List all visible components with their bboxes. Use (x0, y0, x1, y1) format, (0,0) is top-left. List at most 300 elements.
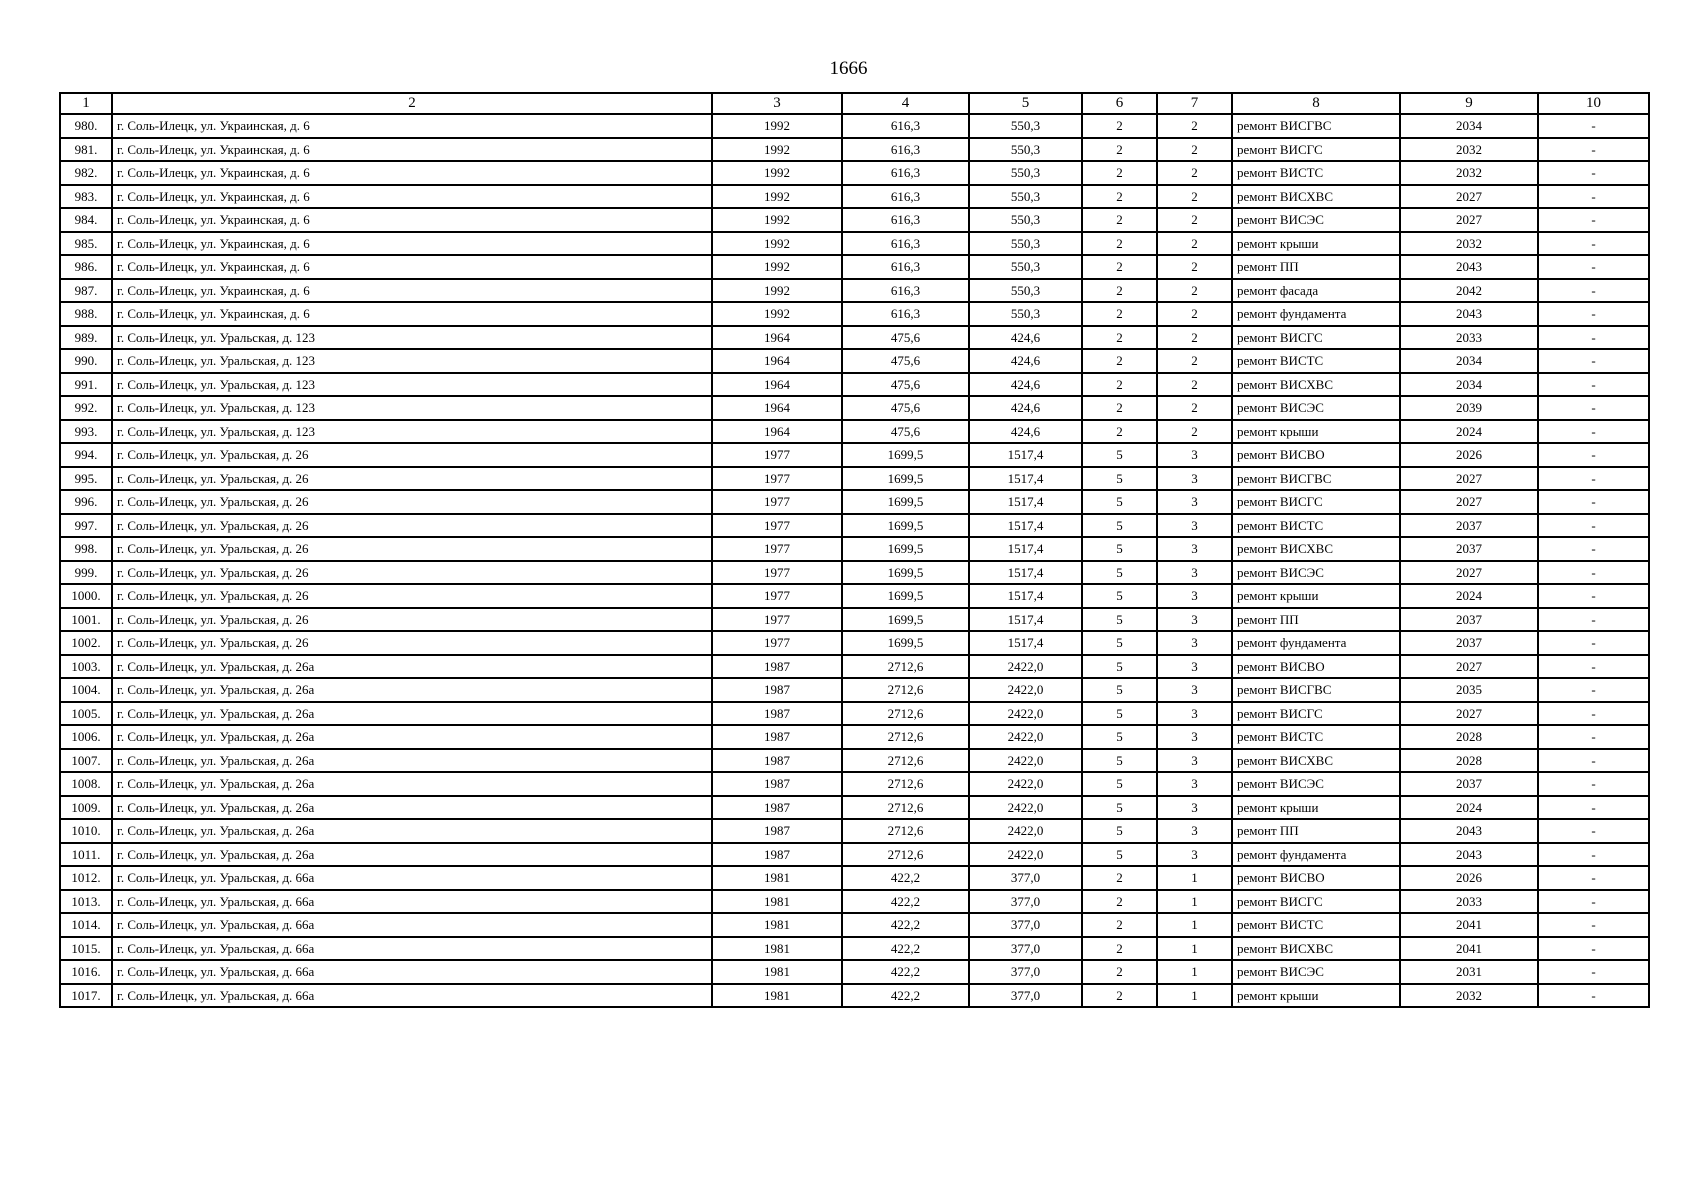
table-row (60, 984, 1649, 1008)
cell-row-number: 1008. (60, 772, 112, 796)
cell-entrances: 3 (1157, 443, 1232, 467)
cell-address: г. Соль-Илецк, ул. Уральская, д. 66а (112, 890, 712, 914)
column-header-4: 4 (842, 93, 969, 114)
cell-total-area: 1699,5 (842, 443, 969, 467)
cell-note: - (1538, 326, 1649, 350)
table-row (60, 537, 1649, 561)
cell-floors: 2 (1082, 138, 1157, 162)
cell-entrances: 2 (1157, 373, 1232, 397)
cell-entrances: 2 (1157, 232, 1232, 256)
page-number: 1666 (829, 58, 868, 79)
cell-floors: 5 (1082, 702, 1157, 726)
cell-work-type: ремонт ВИСГС (1232, 490, 1400, 514)
cell-floors: 2 (1082, 326, 1157, 350)
cell-address: г. Соль-Илецк, ул. Уральская, д. 26 (112, 443, 712, 467)
table-row (60, 232, 1649, 256)
registry-table (59, 92, 1650, 1008)
cell-address: г. Соль-Илецк, ул. Украинская, д. 6 (112, 208, 712, 232)
cell-planned-year: 2037 (1400, 537, 1538, 561)
cell-row-number: 1001. (60, 608, 112, 632)
cell-address: г. Соль-Илецк, ул. Уральская, д. 26 (112, 584, 712, 608)
cell-floors: 2 (1082, 208, 1157, 232)
cell-address: г. Соль-Илецк, ул. Уральская, д. 26 (112, 608, 712, 632)
cell-planned-year: 2027 (1400, 655, 1538, 679)
table-row (60, 608, 1649, 632)
cell-entrances: 2 (1157, 396, 1232, 420)
cell-total-area: 2712,6 (842, 702, 969, 726)
cell-year-built: 1964 (712, 349, 842, 373)
cell-living-area: 550,3 (969, 208, 1082, 232)
cell-row-number: 1004. (60, 678, 112, 702)
cell-floors: 2 (1082, 302, 1157, 326)
cell-year-built: 1977 (712, 443, 842, 467)
cell-living-area: 1517,4 (969, 514, 1082, 538)
cell-total-area: 475,6 (842, 396, 969, 420)
cell-planned-year: 2027 (1400, 561, 1538, 585)
cell-note: - (1538, 913, 1649, 937)
cell-living-area: 550,3 (969, 232, 1082, 256)
column-header-7: 7 (1157, 93, 1232, 114)
cell-note: - (1538, 185, 1649, 209)
table-row (60, 396, 1649, 420)
cell-row-number: 999. (60, 561, 112, 585)
cell-planned-year: 2027 (1400, 185, 1538, 209)
table-body (60, 114, 1649, 1007)
cell-floors: 5 (1082, 490, 1157, 514)
cell-row-number: 985. (60, 232, 112, 256)
table-row (60, 913, 1649, 937)
cell-work-type: ремонт ВИСХВС (1232, 373, 1400, 397)
cell-planned-year: 2027 (1400, 702, 1538, 726)
column-header-8: 8 (1232, 93, 1400, 114)
cell-year-built: 1964 (712, 326, 842, 350)
cell-total-area: 1699,5 (842, 467, 969, 491)
cell-living-area: 424,6 (969, 373, 1082, 397)
cell-planned-year: 2037 (1400, 772, 1538, 796)
cell-planned-year: 2042 (1400, 279, 1538, 303)
cell-row-number: 1011. (60, 843, 112, 867)
cell-planned-year: 2034 (1400, 349, 1538, 373)
cell-planned-year: 2027 (1400, 467, 1538, 491)
cell-living-area: 2422,0 (969, 725, 1082, 749)
cell-floors: 2 (1082, 913, 1157, 937)
cell-work-type: ремонт ВИСГС (1232, 702, 1400, 726)
cell-entrances: 3 (1157, 678, 1232, 702)
cell-work-type: ремонт фундамента (1232, 302, 1400, 326)
cell-floors: 5 (1082, 467, 1157, 491)
cell-floors: 2 (1082, 349, 1157, 373)
cell-floors: 5 (1082, 655, 1157, 679)
cell-year-built: 1977 (712, 631, 842, 655)
cell-entrances: 2 (1157, 420, 1232, 444)
cell-floors: 2 (1082, 232, 1157, 256)
cell-floors: 2 (1082, 114, 1157, 138)
cell-total-area: 616,3 (842, 185, 969, 209)
cell-planned-year: 2026 (1400, 866, 1538, 890)
cell-note: - (1538, 514, 1649, 538)
cell-address: г. Соль-Илецк, ул. Уральская, д. 26 (112, 537, 712, 561)
cell-address: г. Соль-Илецк, ул. Уральская, д. 26а (112, 819, 712, 843)
cell-total-area: 475,6 (842, 349, 969, 373)
cell-work-type: ремонт ВИСЭС (1232, 772, 1400, 796)
table-row (60, 678, 1649, 702)
cell-living-area: 424,6 (969, 420, 1082, 444)
cell-work-type: ремонт крыши (1232, 232, 1400, 256)
cell-entrances: 3 (1157, 819, 1232, 843)
cell-note: - (1538, 749, 1649, 773)
cell-year-built: 1981 (712, 913, 842, 937)
cell-address: г. Соль-Илецк, ул. Уральская, д. 66а (112, 960, 712, 984)
table-row (60, 185, 1649, 209)
column-header-1: 1 (60, 93, 112, 114)
cell-living-area: 550,3 (969, 302, 1082, 326)
cell-living-area: 1517,4 (969, 608, 1082, 632)
cell-row-number: 990. (60, 349, 112, 373)
cell-work-type: ремонт ВИСТС (1232, 514, 1400, 538)
cell-living-area: 377,0 (969, 913, 1082, 937)
cell-address: г. Соль-Илецк, ул. Украинская, д. 6 (112, 138, 712, 162)
column-header-9: 9 (1400, 93, 1538, 114)
cell-total-area: 2712,6 (842, 678, 969, 702)
cell-address: г. Соль-Илецк, ул. Украинская, д. 6 (112, 114, 712, 138)
cell-total-area: 475,6 (842, 373, 969, 397)
table-row (60, 866, 1649, 890)
cell-entrances: 3 (1157, 467, 1232, 491)
cell-note: - (1538, 608, 1649, 632)
cell-year-built: 1987 (712, 655, 842, 679)
cell-note: - (1538, 396, 1649, 420)
cell-floors: 2 (1082, 161, 1157, 185)
cell-row-number: 987. (60, 279, 112, 303)
cell-address: г. Соль-Илецк, ул. Уральская, д. 66а (112, 984, 712, 1008)
cell-living-area: 2422,0 (969, 843, 1082, 867)
cell-address: г. Соль-Илецк, ул. Уральская, д. 123 (112, 349, 712, 373)
table-row (60, 208, 1649, 232)
cell-work-type: ремонт крыши (1232, 796, 1400, 820)
cell-row-number: 1013. (60, 890, 112, 914)
cell-total-area: 616,3 (842, 138, 969, 162)
cell-year-built: 1992 (712, 208, 842, 232)
cell-floors: 5 (1082, 843, 1157, 867)
cell-planned-year: 2032 (1400, 232, 1538, 256)
cell-planned-year: 2033 (1400, 890, 1538, 914)
cell-year-built: 1981 (712, 866, 842, 890)
cell-address: г. Соль-Илецк, ул. Уральская, д. 66а (112, 937, 712, 961)
cell-row-number: 996. (60, 490, 112, 514)
cell-address: г. Соль-Илецк, ул. Уральская, д. 26а (112, 749, 712, 773)
cell-address: г. Соль-Илецк, ул. Уральская, д. 26 (112, 514, 712, 538)
cell-work-type: ремонт крыши (1232, 420, 1400, 444)
cell-note: - (1538, 631, 1649, 655)
cell-note: - (1538, 420, 1649, 444)
cell-entrances: 1 (1157, 937, 1232, 961)
cell-living-area: 550,3 (969, 255, 1082, 279)
cell-address: г. Соль-Илецк, ул. Украинская, д. 6 (112, 185, 712, 209)
cell-entrances: 2 (1157, 302, 1232, 326)
cell-living-area: 550,3 (969, 185, 1082, 209)
cell-living-area: 2422,0 (969, 655, 1082, 679)
cell-living-area: 377,0 (969, 960, 1082, 984)
cell-row-number: 1017. (60, 984, 112, 1008)
cell-row-number: 980. (60, 114, 112, 138)
cell-year-built: 1981 (712, 984, 842, 1008)
cell-total-area: 422,2 (842, 984, 969, 1008)
cell-living-area: 2422,0 (969, 749, 1082, 773)
cell-address: г. Соль-Илецк, ул. Уральская, д. 26 (112, 467, 712, 491)
cell-year-built: 1992 (712, 114, 842, 138)
cell-total-area: 2712,6 (842, 796, 969, 820)
cell-work-type: ремонт ВИСТС (1232, 725, 1400, 749)
cell-total-area: 616,3 (842, 161, 969, 185)
cell-planned-year: 2043 (1400, 819, 1538, 843)
cell-address: г. Соль-Илецк, ул. Уральская, д. 26а (112, 655, 712, 679)
cell-total-area: 616,3 (842, 114, 969, 138)
cell-work-type: ремонт фундамента (1232, 843, 1400, 867)
cell-planned-year: 2028 (1400, 725, 1538, 749)
cell-floors: 5 (1082, 584, 1157, 608)
cell-total-area: 422,2 (842, 960, 969, 984)
table-row (60, 819, 1649, 843)
cell-row-number: 995. (60, 467, 112, 491)
column-header-5: 5 (969, 93, 1082, 114)
column-header-2: 2 (112, 93, 712, 114)
cell-row-number: 1009. (60, 796, 112, 820)
cell-note: - (1538, 161, 1649, 185)
cell-year-built: 1987 (712, 772, 842, 796)
cell-row-number: 982. (60, 161, 112, 185)
cell-floors: 5 (1082, 561, 1157, 585)
cell-note: - (1538, 232, 1649, 256)
cell-work-type: ремонт ПП (1232, 255, 1400, 279)
cell-address: г. Соль-Илецк, ул. Уральская, д. 66а (112, 866, 712, 890)
cell-floors: 2 (1082, 960, 1157, 984)
cell-entrances: 3 (1157, 631, 1232, 655)
cell-entrances: 3 (1157, 561, 1232, 585)
cell-entrances: 3 (1157, 490, 1232, 514)
cell-row-number: 983. (60, 185, 112, 209)
cell-living-area: 377,0 (969, 866, 1082, 890)
cell-entrances: 3 (1157, 796, 1232, 820)
cell-planned-year: 2032 (1400, 161, 1538, 185)
cell-living-area: 377,0 (969, 890, 1082, 914)
cell-work-type: ремонт ВИСХВС (1232, 185, 1400, 209)
cell-floors: 5 (1082, 819, 1157, 843)
table-row (60, 725, 1649, 749)
cell-year-built: 1981 (712, 960, 842, 984)
cell-row-number: 1010. (60, 819, 112, 843)
cell-note: - (1538, 490, 1649, 514)
cell-planned-year: 2034 (1400, 373, 1538, 397)
cell-total-area: 1699,5 (842, 584, 969, 608)
cell-work-type: ремонт ВИСЭС (1232, 208, 1400, 232)
table-row (60, 772, 1649, 796)
cell-living-area: 1517,4 (969, 631, 1082, 655)
cell-total-area: 1699,5 (842, 561, 969, 585)
cell-note: - (1538, 725, 1649, 749)
cell-year-built: 1987 (712, 702, 842, 726)
cell-living-area: 424,6 (969, 349, 1082, 373)
table-row (60, 749, 1649, 773)
column-header-10: 10 (1538, 93, 1649, 114)
cell-floors: 2 (1082, 255, 1157, 279)
cell-living-area: 550,3 (969, 138, 1082, 162)
table-row (60, 349, 1649, 373)
cell-address: г. Соль-Илецк, ул. Уральская, д. 26 (112, 631, 712, 655)
cell-floors: 5 (1082, 772, 1157, 796)
cell-entrances: 1 (1157, 866, 1232, 890)
cell-floors: 5 (1082, 514, 1157, 538)
cell-address: г. Соль-Илецк, ул. Уральская, д. 123 (112, 396, 712, 420)
cell-year-built: 1992 (712, 161, 842, 185)
cell-note: - (1538, 279, 1649, 303)
cell-note: - (1538, 443, 1649, 467)
cell-total-area: 2712,6 (842, 819, 969, 843)
cell-floors: 2 (1082, 185, 1157, 209)
cell-address: г. Соль-Илецк, ул. Уральская, д. 26а (112, 772, 712, 796)
table-row (60, 796, 1649, 820)
cell-entrances: 2 (1157, 185, 1232, 209)
table-row (60, 161, 1649, 185)
cell-work-type: ремонт ВИСГВС (1232, 467, 1400, 491)
cell-entrances: 2 (1157, 114, 1232, 138)
cell-address: г. Соль-Илецк, ул. Уральская, д. 26а (112, 725, 712, 749)
cell-address: г. Соль-Илецк, ул. Уральская, д. 123 (112, 326, 712, 350)
table-row (60, 443, 1649, 467)
cell-row-number: 994. (60, 443, 112, 467)
cell-address: г. Соль-Илецк, ул. Украинская, д. 6 (112, 255, 712, 279)
cell-living-area: 1517,4 (969, 490, 1082, 514)
cell-floors: 5 (1082, 678, 1157, 702)
cell-year-built: 1987 (712, 796, 842, 820)
cell-total-area: 422,2 (842, 937, 969, 961)
cell-entrances: 3 (1157, 655, 1232, 679)
cell-total-area: 422,2 (842, 913, 969, 937)
cell-floors: 2 (1082, 890, 1157, 914)
table-row (60, 467, 1649, 491)
cell-total-area: 2712,6 (842, 725, 969, 749)
cell-planned-year: 2024 (1400, 420, 1538, 444)
cell-year-built: 1977 (712, 561, 842, 585)
cell-living-area: 424,6 (969, 326, 1082, 350)
cell-note: - (1538, 537, 1649, 561)
cell-total-area: 616,3 (842, 279, 969, 303)
cell-living-area: 2422,0 (969, 678, 1082, 702)
cell-planned-year: 2043 (1400, 255, 1538, 279)
cell-year-built: 1977 (712, 537, 842, 561)
cell-floors: 5 (1082, 631, 1157, 655)
cell-entrances: 3 (1157, 584, 1232, 608)
cell-total-area: 2712,6 (842, 843, 969, 867)
cell-row-number: 1006. (60, 725, 112, 749)
cell-note: - (1538, 772, 1649, 796)
cell-total-area: 616,3 (842, 302, 969, 326)
cell-address: г. Соль-Илецк, ул. Уральская, д. 26 (112, 490, 712, 514)
cell-entrances: 2 (1157, 326, 1232, 350)
cell-year-built: 1977 (712, 584, 842, 608)
cell-year-built: 1992 (712, 232, 842, 256)
cell-total-area: 475,6 (842, 420, 969, 444)
table-row (60, 420, 1649, 444)
cell-work-type: ремонт ПП (1232, 608, 1400, 632)
cell-work-type: ремонт крыши (1232, 584, 1400, 608)
cell-address: г. Соль-Илецк, ул. Уральская, д. 26а (112, 796, 712, 820)
cell-total-area: 2712,6 (842, 655, 969, 679)
cell-floors: 5 (1082, 537, 1157, 561)
cell-entrances: 2 (1157, 279, 1232, 303)
cell-planned-year: 2039 (1400, 396, 1538, 420)
cell-total-area: 616,3 (842, 232, 969, 256)
cell-year-built: 1964 (712, 373, 842, 397)
cell-row-number: 986. (60, 255, 112, 279)
cell-address: г. Соль-Илецк, ул. Уральская, д. 123 (112, 373, 712, 397)
cell-note: - (1538, 138, 1649, 162)
cell-work-type: ремонт ВИСГС (1232, 890, 1400, 914)
cell-entrances: 3 (1157, 725, 1232, 749)
table-row (60, 302, 1649, 326)
cell-note: - (1538, 866, 1649, 890)
cell-year-built: 1987 (712, 678, 842, 702)
cell-address: г. Соль-Илецк, ул. Украинская, д. 6 (112, 302, 712, 326)
cell-note: - (1538, 655, 1649, 679)
cell-work-type: ремонт ВИСГВС (1232, 114, 1400, 138)
cell-note: - (1538, 255, 1649, 279)
cell-total-area: 616,3 (842, 208, 969, 232)
cell-note: - (1538, 796, 1649, 820)
cell-work-type: ремонт ПП (1232, 819, 1400, 843)
cell-year-built: 1987 (712, 819, 842, 843)
cell-address: г. Соль-Илецк, ул. Уральская, д. 66а (112, 913, 712, 937)
column-header-6: 6 (1082, 93, 1157, 114)
table-row (60, 561, 1649, 585)
cell-entrances: 3 (1157, 772, 1232, 796)
cell-work-type: ремонт ВИСЭС (1232, 396, 1400, 420)
cell-note: - (1538, 678, 1649, 702)
cell-entrances: 1 (1157, 984, 1232, 1008)
cell-planned-year: 2037 (1400, 631, 1538, 655)
cell-address: г. Соль-Илецк, ул. Украинская, д. 6 (112, 232, 712, 256)
cell-note: - (1538, 819, 1649, 843)
cell-work-type: ремонт фасада (1232, 279, 1400, 303)
cell-work-type: ремонт ВИСХВС (1232, 749, 1400, 773)
cell-year-built: 1981 (712, 890, 842, 914)
cell-work-type: ремонт ВИСТС (1232, 913, 1400, 937)
cell-year-built: 1981 (712, 937, 842, 961)
cell-entrances: 2 (1157, 255, 1232, 279)
cell-total-area: 1699,5 (842, 631, 969, 655)
cell-planned-year: 2028 (1400, 749, 1538, 773)
cell-planned-year: 2027 (1400, 490, 1538, 514)
table-row (60, 702, 1649, 726)
cell-year-built: 1992 (712, 185, 842, 209)
cell-note: - (1538, 349, 1649, 373)
cell-work-type: ремонт ВИСТС (1232, 349, 1400, 373)
table-row (60, 890, 1649, 914)
cell-floors: 2 (1082, 866, 1157, 890)
cell-living-area: 377,0 (969, 984, 1082, 1008)
table-row (60, 843, 1649, 867)
cell-living-area: 1517,4 (969, 443, 1082, 467)
cell-entrances: 3 (1157, 749, 1232, 773)
cell-floors: 5 (1082, 725, 1157, 749)
cell-entrances: 3 (1157, 514, 1232, 538)
cell-entrances: 2 (1157, 208, 1232, 232)
cell-planned-year: 2041 (1400, 937, 1538, 961)
cell-living-area: 424,6 (969, 396, 1082, 420)
cell-work-type: ремонт ВИСТС (1232, 161, 1400, 185)
cell-floors: 5 (1082, 608, 1157, 632)
cell-entrances: 3 (1157, 608, 1232, 632)
cell-entrances: 3 (1157, 702, 1232, 726)
